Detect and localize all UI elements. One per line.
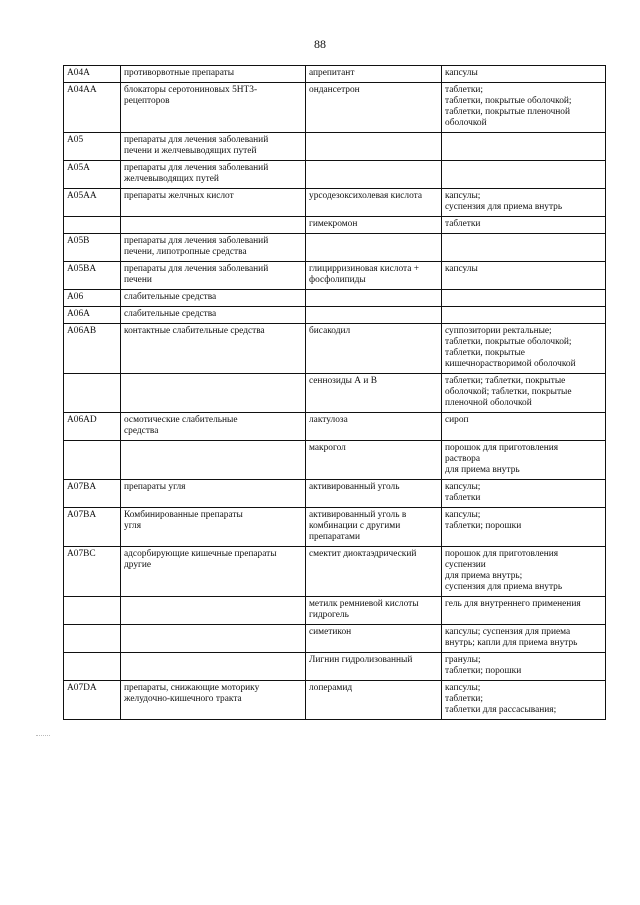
drug-name-cell [306, 133, 442, 161]
table-row [64, 441, 606, 480]
dosage-form-cell: таблетки; таблетки, покрытые оболочкой; таблетки, покрытые пленочной оболочкой [442, 83, 606, 133]
drug-name-cell: глицирризиновая кислота + фосфолипиды [306, 262, 442, 290]
drug-name-cell: макрогол [306, 441, 442, 480]
table-row [64, 625, 606, 653]
dosage-form-cell: порошок для приготовления раствора для приема внутрь [442, 441, 606, 480]
scan-artifact [36, 735, 50, 737]
table-row [64, 234, 606, 262]
pharm-group-cell: блокаторы серотониновых 5HT3- рецепторов [121, 83, 306, 133]
drug-name-cell: гимекромон [306, 217, 442, 234]
atc-code-cell [64, 374, 121, 413]
drug-name-cell: активированный уголь в комбинации с другими препаратами [306, 508, 442, 547]
pharm-group-cell [121, 441, 306, 480]
dosage-form-cell: капсулы; суспензия для приема внутрь; капли для приема внутрь [442, 625, 606, 653]
pharm-group-cell: препараты для лечения заболеваний печени [121, 262, 306, 290]
drug-name-cell: активированный уголь [306, 480, 442, 508]
drug-name-cell: сеннозиды А и В [306, 374, 442, 413]
table-row [64, 217, 606, 234]
pharm-group-cell: адсорбирующие кишечные препараты другие [121, 547, 306, 597]
pharm-group-cell: слабительные средства [121, 307, 306, 324]
pharm-group-cell: слабительные средства [121, 290, 306, 307]
atc-code-cell: A05BA [64, 262, 121, 290]
pharm-group-cell [121, 374, 306, 413]
atc-code-cell: A07DA [64, 681, 121, 720]
drug-name-cell [306, 307, 442, 324]
dosage-form-cell: капсулы [442, 262, 606, 290]
dosage-form-cell: суппозитории ректальные; таблетки, покрытые оболочкой; таблетки, покрытые кишечнорастворимой оболочкой [442, 324, 606, 374]
dosage-form-cell: сироп [442, 413, 606, 441]
drug-name-cell: апрепитант [306, 66, 442, 83]
pharm-group-cell: противорвотные препараты [121, 66, 306, 83]
dosage-form-cell: таблетки [442, 217, 606, 234]
table-row [64, 83, 606, 133]
atc-code-cell: A06AD [64, 413, 121, 441]
dosage-form-cell: капсулы; суспензия для приема внутрь [442, 189, 606, 217]
atc-code-cell: A05AA [64, 189, 121, 217]
table-row [64, 653, 606, 681]
table-body [64, 66, 606, 720]
pharm-group-cell: препараты, снижающие моторику желудочно-кишечного тракта [121, 681, 306, 720]
drug-name-cell [306, 234, 442, 262]
drug-name-cell: смектит диоктаэдрический [306, 547, 442, 597]
pharm-group-cell: Комбинированные препараты угля [121, 508, 306, 547]
pharm-group-cell: препараты желчных кислот [121, 189, 306, 217]
atc-code-cell: A07BC [64, 547, 121, 597]
drug-classification-table [63, 65, 606, 720]
drug-name-cell [306, 290, 442, 307]
drug-name-cell: Лигнин гидролизованный [306, 653, 442, 681]
drug-name-cell: метилк ремниевой кислоты гидрогель [306, 597, 442, 625]
atc-code-cell [64, 441, 121, 480]
pharm-group-cell: препараты угля [121, 480, 306, 508]
atc-code-cell: A07BA [64, 480, 121, 508]
pharm-group-cell: препараты для лечения заболеваний печени, липотропные средства [121, 234, 306, 262]
atc-code-cell: A05B [64, 234, 121, 262]
atc-code-cell: A04AA [64, 83, 121, 133]
atc-code-cell [64, 217, 121, 234]
table-row [64, 508, 606, 547]
table-row [64, 161, 606, 189]
dosage-form-cell [442, 133, 606, 161]
dosage-form-cell [442, 161, 606, 189]
atc-code-cell: A06AB [64, 324, 121, 374]
dosage-form-cell: капсулы; таблетки; таблетки для рассасывания; [442, 681, 606, 720]
table-row [64, 324, 606, 374]
table-row [64, 413, 606, 441]
dosage-form-cell: капсулы [442, 66, 606, 83]
table-row [64, 547, 606, 597]
table-row [64, 597, 606, 625]
dosage-form-cell: капсулы; таблетки; порошки [442, 508, 606, 547]
atc-code-cell: A07BA [64, 508, 121, 547]
table-row [64, 262, 606, 290]
drug-name-cell: ондансетрон [306, 83, 442, 133]
dosage-form-cell: капсулы; таблетки [442, 480, 606, 508]
dosage-form-cell: гранулы; таблетки; порошки [442, 653, 606, 681]
dosage-form-cell [442, 234, 606, 262]
pharm-group-cell [121, 653, 306, 681]
drug-name-cell: симетикон [306, 625, 442, 653]
pharm-group-cell: препараты для лечения заболеваний желчевыводящих путей [121, 161, 306, 189]
drug-name-cell [306, 161, 442, 189]
table-row [64, 189, 606, 217]
table-row [64, 681, 606, 720]
table-row [64, 374, 606, 413]
atc-code-cell [64, 653, 121, 681]
table-row [64, 66, 606, 83]
page-number: 88 [314, 37, 326, 51]
atc-code-cell: A06 [64, 290, 121, 307]
drug-name-cell: лактулоза [306, 413, 442, 441]
pharm-group-cell: осмотические слабительные средства [121, 413, 306, 441]
atc-code-cell: A06A [64, 307, 121, 324]
table-row [64, 307, 606, 324]
drug-name-cell: урсодезоксихолевая кислота [306, 189, 442, 217]
dosage-form-cell: гель для внутреннего применения [442, 597, 606, 625]
atc-code-cell: A04A [64, 66, 121, 83]
table-row [64, 480, 606, 508]
pharm-group-cell: препараты для лечения заболеваний печени и желчевыводящих путей [121, 133, 306, 161]
atc-code-cell [64, 625, 121, 653]
dosage-form-cell: порошок для приготовления суспензии для приема внутрь; суспензия для приема внутрь [442, 547, 606, 597]
dosage-form-cell [442, 290, 606, 307]
dosage-form-cell [442, 307, 606, 324]
table-row [64, 290, 606, 307]
drug-name-cell: бисакодил [306, 324, 442, 374]
atc-code-cell [64, 597, 121, 625]
table-row [64, 133, 606, 161]
dosage-form-cell: таблетки; таблетки, покрытые оболочкой; таблетки, покрытые пленочной оболочкой [442, 374, 606, 413]
pharm-group-cell [121, 217, 306, 234]
pharm-group-cell [121, 597, 306, 625]
drug-name-cell: лоперамид [306, 681, 442, 720]
pharm-group-cell [121, 625, 306, 653]
pharm-group-cell: контактные слабительные средства [121, 324, 306, 374]
atc-code-cell: A05 [64, 133, 121, 161]
atc-code-cell: A05A [64, 161, 121, 189]
